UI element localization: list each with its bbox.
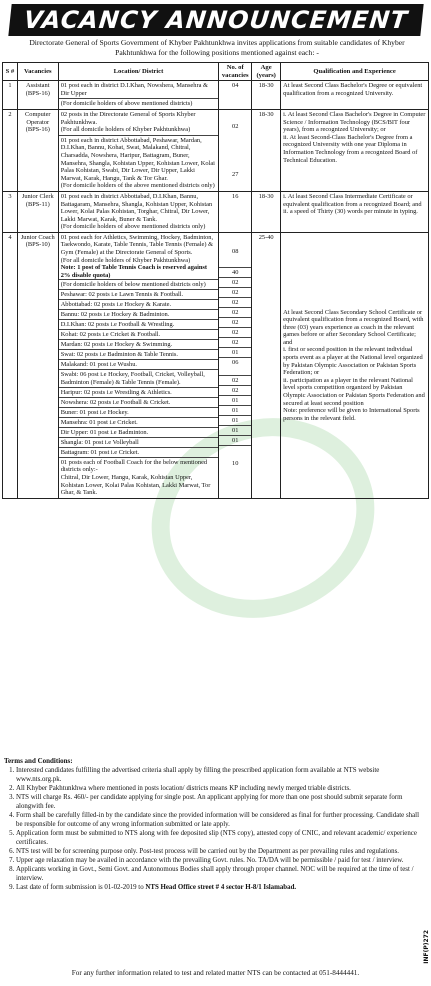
district-row: Peshawar: 02 posts i.e Lawn Tennis & Football. <box>59 289 219 299</box>
row-num: 04 <box>219 81 252 110</box>
district-num: 02 <box>219 327 251 337</box>
header-age: Age (years) <box>252 63 281 81</box>
row-sno: 3 <box>3 191 18 232</box>
location-note: 01 posts each of Football Coach for the below mentioned districts only:- <box>59 457 219 474</box>
row-qualification: At least Second Class Bachelor's Degree or equivalent qualification from a recognized University. <box>281 81 429 110</box>
row-vacancy: Computer Operator (BPS-16) <box>17 109 58 191</box>
terms-title: Terms and Conditions: <box>4 757 73 765</box>
district-num: 01 <box>219 405 251 415</box>
header-sno: S # <box>3 63 18 81</box>
row-age: 18-30 <box>252 81 281 110</box>
district-row: Haripur: 02 posts i.e Wrestling & Athletics. <box>59 387 219 397</box>
location-text: 02 posts in the Directorate General of Sports Khyber Pakhtunkhwa. <box>60 110 196 126</box>
banner <box>0 0 431 38</box>
terms-section <box>4 757 426 892</box>
district-num: 02 <box>219 337 251 347</box>
location-note: (For domicile holders of below mentioned districts only) <box>59 279 219 289</box>
district-num: 02 <box>219 375 251 385</box>
district-num: 02 <box>219 307 251 317</box>
district-row: Swabi: 06 post i.e Hockey, Football, Cricket, Volleyball, Badminton (Female) & Table Tennis (Female). <box>59 369 219 386</box>
district-num: 01 <box>219 395 251 405</box>
district-num: 01 <box>219 415 251 425</box>
num-value: 27 <box>232 170 239 178</box>
qual-item: ii. participation as a player in the relevant National level sports competition organized by Pakistan Olympic Association or Pakistan Sports Federation and secured at least second position <box>283 376 425 407</box>
row-sno: 4 <box>3 232 18 498</box>
table-row <box>3 81 429 110</box>
term-item: 2. All Khyber Pakhtunkhwa where mentioned in posts location/ districts means KP including newly merged triable districts. <box>16 784 426 793</box>
district-row: Shangla: 01 post i.e Volleyball <box>59 437 219 447</box>
location-text: 01 post each in district Abbottabad, D.I.Khan, Bannu, Battagaram, Mansehra, Shangla, Kohistan Upper, Kohistan Lower, Kolai Palas Kohistan, Torghar, Chitral, Dir Lower, Lakki Marwat, Karak, Buner & Tank. <box>60 192 213 223</box>
location-note: (For all domicile holders of Khyber Pakhtunkhwa) <box>60 256 191 264</box>
qual-item: i. first or second position in the relevant individual sports event as a player at the National level organized by Pakistan Olympic Association or Pakistan Sports Federation; or <box>283 346 423 377</box>
term-item: 5. Application form must be submitted to NTS along with fee deposited slip (NTS copy), attested copy of CNIC, and relevant academic/ experience certificates. <box>16 829 426 847</box>
row-location <box>58 109 219 191</box>
row-qualification <box>281 109 429 191</box>
row-location <box>58 81 219 110</box>
district-row: Buner: 01 post i.e Hockey. <box>59 407 219 417</box>
location-text: 01 post each in district Abbottabad, Peshawar, Mardan, D.I.Khan, Bannu, Kohat, Swat, Malakand, Chitral, Charsadda, Nowshera, Haripur, Battagram, Buner, Mansehra, Shangla, Kohistan Upper, Kohistan Lower, Kolai Palas Kohistan, Swabi, Dir Lower, Dir Upper, Lakki Marwat, Karak, Hangu, Tank & Tor Ghar. <box>59 135 219 183</box>
location-note: (For all domicile holders of Khyber Pakhtunkhwa) <box>60 126 191 134</box>
row-age: 25-40 <box>252 232 281 498</box>
location-note: (For domicile holders of the above mentioned districts only) <box>60 182 215 190</box>
header-qualification: Qualification and Experience <box>281 63 429 81</box>
qual-item: ii. At least Second-Class Bachelor's Degree from a recognized University with one year Diploma in Information Technology from a recognized Board of Technical Education. <box>283 133 418 164</box>
district-row: Malakand: 01 post i.e Wushu. <box>59 359 219 369</box>
term-item <box>16 883 426 892</box>
district-num: 02 <box>219 287 251 297</box>
intro-text: Directorate General of Sports Government of Khyber Pakhtunkhwa invites applications from suitable candidates of Khyber Pakhtunkhwa for the following positions mentioned against each: - <box>29 38 405 57</box>
row-num <box>219 109 252 191</box>
vacancy-table <box>2 62 429 499</box>
location-text: 01 post each for Athletics, Swimming, Hockey, Badminton, Taekwondo, Karate, Table Tennis, Table Tennis (Female) & Gym (Female) at the Directorate General of Sports. <box>60 233 214 257</box>
row-qualification <box>281 191 429 232</box>
term-text: Last date of form submission is 01-02-2019 to <box>16 884 146 891</box>
location-note-bold: Note: 1 post of Table Tennis Coach is reserved against 2% disable quota) <box>60 264 208 279</box>
term-item: 3. NTS will charge Rs. 460/- per candidate applying for single post. An applicant applying for more than one post should submit separate form alongwith fee. <box>16 793 426 811</box>
district-row: Bannu: 02 posts i.e Hockey & Badminton. <box>59 309 219 319</box>
district-num: 06 <box>219 357 251 374</box>
qual-item: i. At least Second Class Intermediate Certificate or equivalent qualification from a recognized Board; and <box>283 192 422 208</box>
num-value: 02 <box>232 122 239 130</box>
district-num: 02 <box>219 277 251 287</box>
num-value: 08 <box>232 247 239 255</box>
qual-item: i. At least Second Class Bachelor's Degree in Computer Science / Information Technology (BCS/BIT four years), from a recognized University; or <box>283 110 426 134</box>
row-sno: 2 <box>3 109 18 191</box>
num-value: 40 <box>219 267 251 277</box>
qual-item: At least Second Class Secondary School Certificate or equivalent qualification from a recognized Board, with three (03) years experience as coach in the relevant games before or after Secondary School Certificate; and <box>283 308 424 346</box>
qual-item: ii. a speed of Thirty (30) words per minute in typing. <box>283 208 418 216</box>
table-row <box>3 109 429 191</box>
district-row: Nowshera: 02 posts i.e Football & Cricket. <box>59 397 219 407</box>
district-num: 02 <box>219 385 251 395</box>
location-note: (For domicile holders of above mentioned districts only) <box>60 223 206 231</box>
district-row: Battagram: 01 post i.e Cricket. <box>59 447 219 457</box>
term-item: 4. Form shall be carefully filled-in by the candidate since the provided information will be considered as final for further processing. Candidate shall be responsible for outcome of any wrong information submitted or late apply. <box>16 811 426 829</box>
table-row <box>3 191 429 232</box>
row-location <box>58 232 219 498</box>
page-title: VACANCY ANNOUNCEMENT <box>8 4 423 36</box>
district-row: Mardan: 02 posts i.e Hockey & Swimming. <box>59 339 219 349</box>
district-num: 02 <box>219 297 251 307</box>
num-value: 10 <box>219 445 251 481</box>
row-vacancy: Junior Coach (BPS-10) <box>17 232 58 498</box>
header-vacancies: Vacancies <box>17 63 58 81</box>
term-item: 8. Applicants working in Govt., Semi Govt. and Autonomous Bodies shall apply through proper channel. NOC will be required at the time of test / interview. <box>16 865 426 883</box>
location-note: (For domicile holders of above mentioned districts) <box>59 98 219 108</box>
row-qualification <box>281 232 429 498</box>
row-sno: 1 <box>3 81 18 110</box>
row-age: 18-30 <box>252 109 281 191</box>
row-vacancy: Junior Clerk (BPS-11) <box>17 191 58 232</box>
district-row: Abbottabad: 02 posts i.e Hockey & Karate. <box>59 299 219 309</box>
qual-note: Note: preference will be given to International Sports persons in the relevant field. <box>283 407 420 422</box>
terms-list <box>4 766 426 892</box>
row-num <box>219 232 252 498</box>
district-num: 01 <box>219 347 251 357</box>
term-item: 6. NTS test will be for screening purpose only. Post-test process will be carried out by the Department as per prevailing rules and regulations. <box>16 847 426 856</box>
district-num-list <box>221 277 249 444</box>
header-num-vacancies: No. of vacancies <box>219 63 252 81</box>
row-age: 18-30 <box>252 191 281 232</box>
row-vacancy: Assistant (BPS-16) <box>17 81 58 110</box>
table-header-row <box>3 63 429 81</box>
district-row: Dir Upper: 01 post i.e Badminton. <box>59 427 219 437</box>
district-num: 02 <box>219 317 251 327</box>
term-item: 7. Upper age relaxation may be availed in accordance with the prevailing Govt. rules. No. TA/DA will be permissible / paid for test / interview. <box>16 856 426 865</box>
term-address: NTS Head Office street # 4 sector H-8/1 Islamabad. <box>145 884 297 891</box>
row-num: 16 <box>219 191 252 232</box>
term-item: 1. Interested candidates fulfilling the advertised criteria shall apply by filling the prescribed application form available at NTS website www.nts.org.pk. <box>16 766 426 784</box>
row-location <box>58 191 219 232</box>
district-num: 01 <box>219 425 251 435</box>
header-location: Location/ District <box>58 63 219 81</box>
district-row: Swat: 02 posts i.e Badminton & Table Tennis. <box>59 349 219 359</box>
district-row: D.I.Khan: 02 posts i.e Football & Wrestling. <box>59 319 219 329</box>
side-code: INF(P)272 <box>423 930 430 964</box>
district-list <box>61 289 217 456</box>
district-num: 01 <box>219 435 251 445</box>
district-row: Kohat: 02 posts i.e Cricket & Football. <box>59 329 219 339</box>
footer-contact: For any further information related to test and related matter NTS can be contacted at 051-8444441. <box>71 969 360 977</box>
location-text: 01 post each in district D.I.Khan, Nowshera, Mansehra & Dir Upper <box>60 82 208 97</box>
district-row: Mansehra: 01 post i.e Cricket. <box>59 417 219 427</box>
location-text: Chitral, Dir Lower, Hangu, Karak, Kohistan Upper, Kohistan Lower, Kolai Palas Kohistan, Lakki Marwat, Tor Ghar, & Tank. <box>60 474 211 497</box>
table-row <box>3 232 429 498</box>
